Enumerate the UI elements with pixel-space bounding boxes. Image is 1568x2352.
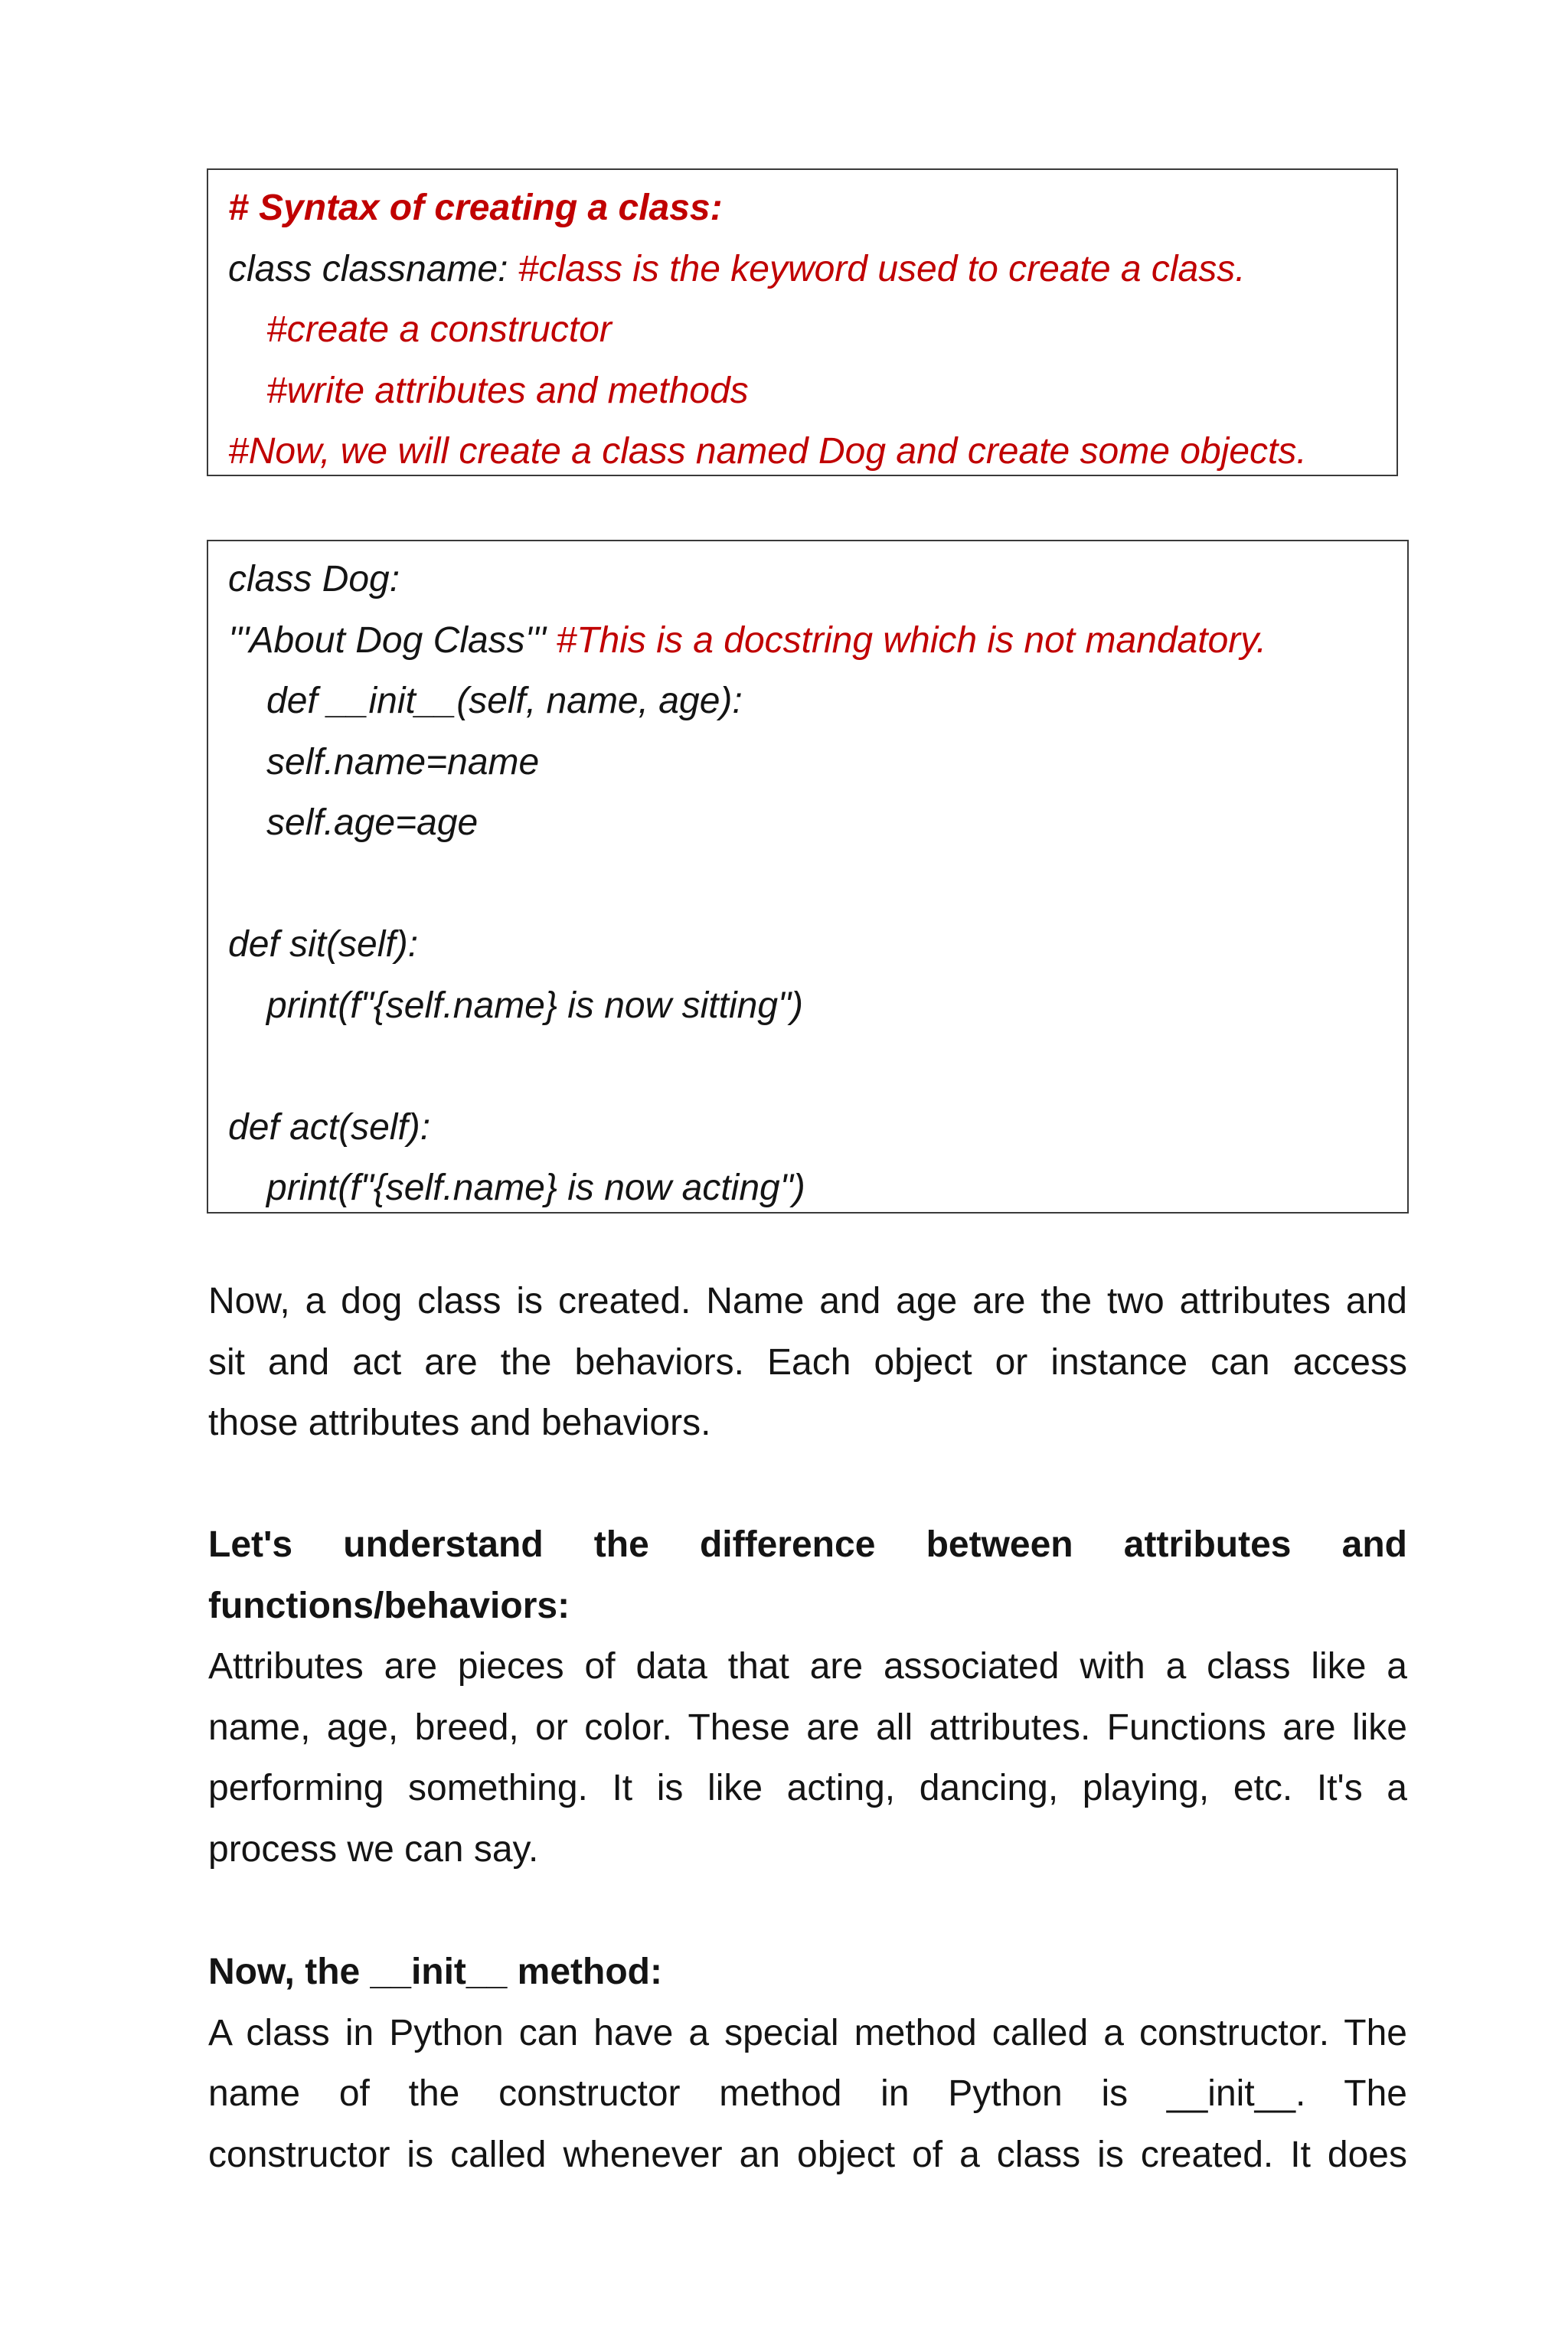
syntax-class-comment: #class is the keyword used to create a class. xyxy=(518,248,1246,289)
code-sit-def: def sit(self): xyxy=(228,924,419,965)
paragraph-line: performing something. It is like acting, dancing, playing, etc. It's a xyxy=(208,1768,1407,1808)
code-act-print: print(f"{self.name} is now acting") xyxy=(266,1168,805,1208)
syntax-attributes-comment: #write attributes and methods xyxy=(266,370,749,411)
code-sit-print: print(f"{self.name} is now sitting") xyxy=(266,985,804,1026)
code-act-def: def act(self): xyxy=(228,1106,431,1148)
dog-class-code-box xyxy=(207,540,1409,1214)
syntax-class-code: class classname: xyxy=(228,248,518,289)
section-heading: Let's understand the difference between attributes and xyxy=(208,1524,1407,1565)
code-self-age: self.age=age xyxy=(266,802,479,843)
attributes-section xyxy=(208,1514,1407,1880)
paragraph-line: name, age, breed, or color. These are all attributes. Functions are like xyxy=(208,1707,1407,1748)
syntax-code-box xyxy=(207,168,1398,476)
code-docstring-line xyxy=(228,610,1407,671)
paragraph-line: sit and act are the behaviors. Each object or instance can access xyxy=(208,1341,1407,1383)
init-method-section xyxy=(208,1942,1407,2185)
dog-class-explanation xyxy=(208,1271,1407,1454)
paragraph-line: name of the constructor method in Python is __init__. The xyxy=(208,2073,1407,2114)
code-docstring: '''About Dog Class''' xyxy=(228,619,557,661)
code-blank-line xyxy=(228,854,1407,915)
syntax-constructor-comment: #create a constructor xyxy=(266,309,612,350)
paragraph-line: Attributes are pieces of data that are associated with a class like a xyxy=(208,1646,1407,1687)
code-class-dog: class Dog: xyxy=(228,559,400,599)
section-heading: functions/behaviors: xyxy=(208,1585,570,1626)
paragraph-line: those attributes and behaviors. xyxy=(208,1403,711,1443)
paragraph-line: constructor is called whenever an object of a class is created. It does xyxy=(208,2134,1407,2175)
paragraph-line: Now, a dog class is created. Name and age are the two attributes and xyxy=(208,1281,1407,1321)
syntax-heading-comment: # Syntax of creating a class: xyxy=(228,188,723,228)
syntax-dog-comment: #Now, we will create a class named Dog and create some objects. xyxy=(228,431,1307,472)
paragraph-line: A class in Python can have a special method called a constructor. The xyxy=(208,2012,1407,2053)
syntax-class-line xyxy=(228,239,1396,300)
paragraph-line: process we can say. xyxy=(208,1828,539,1870)
code-blank-line xyxy=(228,1036,1407,1097)
code-docstring-comment: #This is a docstring which is not mandatory. xyxy=(556,619,1267,661)
section-heading: Now, the __init__ method: xyxy=(208,1952,662,1992)
code-self-name: self.name=name xyxy=(266,741,540,782)
code-init-def: def __init__(self, name, age): xyxy=(266,681,743,721)
